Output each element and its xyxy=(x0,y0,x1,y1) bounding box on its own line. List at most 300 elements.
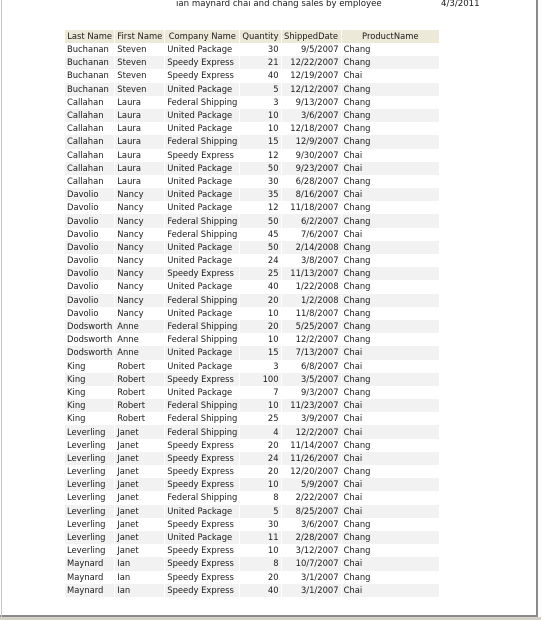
cell-company-name: United Package xyxy=(165,505,240,518)
cell-product-name: Chai xyxy=(341,584,439,597)
cell-quantity: 20 xyxy=(240,294,281,307)
cell-shipped-date: 12/18/2007 xyxy=(281,122,341,135)
cell-company-name: Federal Shipping xyxy=(165,214,240,227)
page-left-rule xyxy=(1,0,2,617)
cell-company-name: Federal Shipping xyxy=(165,228,240,241)
cell-last-name: Buchanan xyxy=(65,83,115,96)
cell-shipped-date: 12/9/2007 xyxy=(281,135,341,148)
cell-shipped-date: 3/6/2007 xyxy=(281,518,341,531)
cell-first-name: Nancy xyxy=(115,267,165,280)
cell-quantity: 3 xyxy=(240,360,281,373)
table-body xyxy=(65,43,439,597)
cell-quantity: 12 xyxy=(240,149,281,162)
cell-last-name: Callahan xyxy=(67,96,104,107)
table-row xyxy=(65,518,439,531)
table-row xyxy=(65,162,439,175)
cell-shipped-date: 12/20/2007 xyxy=(281,465,341,478)
cell-shipped-date: 11/23/2007 xyxy=(281,399,341,412)
cell-shipped-date: 2/28/2007 xyxy=(281,531,341,544)
cell-product-name: Chang xyxy=(341,43,439,56)
cell-product-name: Chai xyxy=(341,360,439,373)
cell-quantity: 8 xyxy=(240,557,281,570)
cell-company-name: Speedy Express xyxy=(165,267,240,280)
table-row xyxy=(65,557,439,570)
cell-first-name: Steven xyxy=(115,56,165,69)
cell-first-name: Laura xyxy=(115,96,165,109)
cell-company-name: Federal Shipping xyxy=(165,412,240,425)
cell-last-name: Davolio xyxy=(65,188,115,201)
cell-shipped-date: 11/13/2007 xyxy=(281,267,341,280)
table-row xyxy=(65,43,439,56)
cell-company-name: Federal Shipping xyxy=(165,425,240,438)
cell-product-name: Chang xyxy=(341,175,439,188)
header-product-name: ProductName xyxy=(341,30,439,43)
cell-last-name: King xyxy=(67,360,86,371)
cell-company-name: United Package xyxy=(165,175,240,188)
cell-company-name: Federal Shipping xyxy=(165,320,240,333)
cell-product-name: Chang xyxy=(341,122,439,135)
cell-product-name: Chang xyxy=(341,320,439,333)
report-title: ian maynard chai and chang sales by employee xyxy=(176,0,382,9)
cell-company-name: United Package xyxy=(165,531,240,544)
cell-company-name: Federal Shipping xyxy=(165,294,240,307)
cell-product-name: Chang xyxy=(341,333,439,346)
cell-product-name: Chang xyxy=(341,135,439,148)
cell-company-name: United Package xyxy=(165,241,240,254)
cell-shipped-date: 5/25/2007 xyxy=(281,320,341,333)
cell-company-name: Speedy Express xyxy=(165,69,240,82)
cell-last-name: Buchanan xyxy=(67,70,109,81)
cell-shipped-date: 11/8/2007 xyxy=(281,307,341,320)
table-row xyxy=(65,122,439,135)
table-row xyxy=(65,584,439,597)
cell-shipped-date: 2/22/2007 xyxy=(281,491,341,504)
cell-company-name: Federal Shipping xyxy=(165,135,240,148)
cell-company-name: Speedy Express xyxy=(165,149,240,162)
cell-shipped-date: 9/5/2007 xyxy=(281,43,341,56)
table-row xyxy=(65,571,439,584)
cell-last-name: Maynard xyxy=(67,571,104,582)
cell-last-name: Leverling xyxy=(67,518,106,529)
cell-product-name: Chang xyxy=(341,439,439,452)
cell-last-name: Callahan xyxy=(65,109,115,122)
cell-product-name: Chai xyxy=(341,478,439,491)
cell-quantity: 7 xyxy=(240,386,281,399)
table-row xyxy=(65,201,439,214)
cell-shipped-date: 8/16/2007 xyxy=(281,188,341,201)
cell-last-name: Callahan xyxy=(65,135,115,148)
cell-last-name: Dodsworth xyxy=(67,334,113,345)
cell-first-name: Robert xyxy=(115,386,165,399)
cell-last-name: King xyxy=(65,373,115,386)
table-row xyxy=(65,386,439,399)
cell-last-name: Leverling xyxy=(65,531,115,544)
header-first-name: First Name xyxy=(115,30,165,43)
cell-quantity: 10 xyxy=(240,333,281,346)
table-row xyxy=(65,83,439,96)
cell-last-name: Leverling xyxy=(67,492,106,503)
cell-first-name: Janet xyxy=(115,544,165,557)
cell-company-name: United Package xyxy=(165,43,240,56)
cell-shipped-date: 12/2/2007 xyxy=(281,333,341,346)
cell-quantity: 10 xyxy=(240,307,281,320)
cell-first-name: Nancy xyxy=(115,294,165,307)
cell-first-name: Laura xyxy=(115,149,165,162)
cell-first-name: Anne xyxy=(115,333,165,346)
cell-quantity: 5 xyxy=(240,505,281,518)
cell-last-name: Callahan xyxy=(67,123,104,134)
report-date: 4/3/2011 xyxy=(441,0,480,9)
cell-first-name: Steven xyxy=(115,43,165,56)
cell-first-name: Janet xyxy=(115,425,165,438)
table-row xyxy=(65,544,439,557)
cell-shipped-date: 3/9/2007 xyxy=(281,412,341,425)
cell-quantity: 11 xyxy=(240,531,281,544)
cell-last-name: Callahan xyxy=(65,162,115,175)
cell-first-name: Janet xyxy=(115,478,165,491)
cell-product-name: Chang xyxy=(341,267,439,280)
cell-company-name: United Package xyxy=(165,201,240,214)
header-company-name: Company Name xyxy=(165,30,240,43)
cell-last-name: Davolio xyxy=(67,307,99,318)
cell-shipped-date: 6/2/2007 xyxy=(281,214,341,227)
cell-last-name: King xyxy=(65,399,115,412)
table-row xyxy=(65,360,439,373)
cell-quantity: 35 xyxy=(240,188,281,201)
cell-first-name: Janet xyxy=(115,518,165,531)
cell-product-name: Chang xyxy=(341,109,439,122)
cell-last-name: Davolio xyxy=(67,228,99,239)
cell-product-name: Chai xyxy=(341,228,439,241)
cell-quantity: 50 xyxy=(240,241,281,254)
cell-first-name: Janet xyxy=(115,465,165,478)
cell-shipped-date: 3/1/2007 xyxy=(281,584,341,597)
cell-product-name: Chang xyxy=(341,96,439,109)
cell-product-name: Chai xyxy=(341,149,439,162)
cell-company-name: Speedy Express xyxy=(165,571,240,584)
cell-product-name: Chang xyxy=(341,571,439,584)
cell-quantity: 12 xyxy=(240,201,281,214)
cell-last-name: Leverling xyxy=(67,545,106,556)
cell-product-name: Chang xyxy=(341,214,439,227)
cell-quantity: 5 xyxy=(240,83,281,96)
cell-first-name: Nancy xyxy=(115,188,165,201)
cell-first-name: Ian xyxy=(115,584,165,597)
cell-quantity: 30 xyxy=(240,518,281,531)
cell-quantity: 45 xyxy=(240,228,281,241)
cell-quantity: 8 xyxy=(240,491,281,504)
cell-first-name: Laura xyxy=(115,175,165,188)
table-row xyxy=(65,294,439,307)
cell-quantity: 21 xyxy=(240,56,281,69)
cell-quantity: 25 xyxy=(240,267,281,280)
cell-quantity: 10 xyxy=(240,478,281,491)
cell-quantity: 25 xyxy=(240,412,281,425)
table-row xyxy=(65,254,439,267)
cell-last-name: Leverling xyxy=(67,439,106,450)
cell-quantity: 4 xyxy=(240,425,281,438)
cell-shipped-date: 11/14/2007 xyxy=(281,439,341,452)
cell-first-name: Janet xyxy=(115,491,165,504)
cell-quantity: 30 xyxy=(240,175,281,188)
cell-first-name: Laura xyxy=(115,135,165,148)
cell-first-name: Janet xyxy=(115,505,165,518)
cell-last-name: King xyxy=(67,386,86,397)
cell-shipped-date: 3/8/2007 xyxy=(281,254,341,267)
cell-quantity: 10 xyxy=(240,399,281,412)
cell-shipped-date: 12/22/2007 xyxy=(281,56,341,69)
table-row xyxy=(65,214,439,227)
cell-last-name: Leverling xyxy=(67,466,106,477)
cell-quantity: 3 xyxy=(240,96,281,109)
cell-product-name: Chai xyxy=(341,346,439,359)
table-row xyxy=(65,346,439,359)
cell-company-name: United Package xyxy=(165,109,240,122)
table-row xyxy=(65,333,439,346)
cell-first-name: Robert xyxy=(115,360,165,373)
table-row xyxy=(65,412,439,425)
cell-first-name: Laura xyxy=(115,109,165,122)
cell-last-name: Callahan xyxy=(67,149,104,160)
cell-company-name: Speedy Express xyxy=(165,544,240,557)
table-row xyxy=(65,69,439,82)
cell-product-name: Chang xyxy=(341,373,439,386)
cell-last-name: Buchanan xyxy=(65,56,115,69)
cell-shipped-date: 5/9/2007 xyxy=(281,478,341,491)
cell-last-name: Davolio xyxy=(65,214,115,227)
cell-quantity: 40 xyxy=(240,584,281,597)
table-row xyxy=(65,307,439,320)
cell-company-name: Speedy Express xyxy=(165,557,240,570)
cell-product-name: Chang xyxy=(341,386,439,399)
table-row xyxy=(65,320,439,333)
table-row xyxy=(65,109,439,122)
cell-quantity: 24 xyxy=(240,452,281,465)
table-row xyxy=(65,96,439,109)
table-row xyxy=(65,478,439,491)
cell-shipped-date: 6/8/2007 xyxy=(281,360,341,373)
cell-last-name: Leverling xyxy=(65,425,115,438)
cell-first-name: Steven xyxy=(115,83,165,96)
table-row xyxy=(65,399,439,412)
cell-shipped-date: 10/7/2007 xyxy=(281,557,341,570)
sales-table xyxy=(65,30,439,597)
cell-company-name: Speedy Express xyxy=(165,478,240,491)
cell-quantity: 20 xyxy=(240,320,281,333)
cell-product-name: Chai xyxy=(341,491,439,504)
cell-company-name: United Package xyxy=(165,307,240,320)
cell-product-name: Chang xyxy=(341,518,439,531)
cell-product-name: Chai xyxy=(341,452,439,465)
cell-first-name: Robert xyxy=(115,399,165,412)
cell-first-name: Nancy xyxy=(115,307,165,320)
cell-first-name: Nancy xyxy=(115,280,165,293)
cell-product-name: Chai xyxy=(341,188,439,201)
cell-company-name: United Package xyxy=(165,280,240,293)
cell-first-name: Nancy xyxy=(115,214,165,227)
cell-shipped-date: 12/2/2007 xyxy=(281,425,341,438)
cell-product-name: Chai xyxy=(341,162,439,175)
cell-last-name: Maynard xyxy=(65,557,115,570)
cell-shipped-date: 1/2/2008 xyxy=(281,294,341,307)
header-quantity: Quantity xyxy=(240,30,281,43)
cell-product-name: Chang xyxy=(341,531,439,544)
cell-quantity: 30 xyxy=(240,43,281,56)
cell-company-name: Federal Shipping xyxy=(165,96,240,109)
table-row xyxy=(65,465,439,478)
cell-product-name: Chang xyxy=(341,201,439,214)
table-row xyxy=(65,373,439,386)
cell-shipped-date: 11/18/2007 xyxy=(281,201,341,214)
cell-shipped-date: 3/1/2007 xyxy=(281,571,341,584)
header-last-name: Last Name xyxy=(65,30,115,43)
cell-first-name: Anne xyxy=(115,320,165,333)
cell-product-name: Chai xyxy=(341,399,439,412)
cell-company-name: United Package xyxy=(165,360,240,373)
cell-product-name: Chang xyxy=(341,294,439,307)
cell-first-name: Nancy xyxy=(115,254,165,267)
cell-shipped-date: 3/12/2007 xyxy=(281,544,341,557)
cell-first-name: Ian xyxy=(115,571,165,584)
cell-product-name: Chai xyxy=(341,425,439,438)
cell-product-name: Chai xyxy=(341,412,439,425)
cell-last-name: Davolio xyxy=(67,281,99,292)
cell-quantity: 20 xyxy=(240,439,281,452)
cell-company-name: United Package xyxy=(165,162,240,175)
cell-quantity: 50 xyxy=(240,162,281,175)
table-row xyxy=(65,188,439,201)
table-row xyxy=(65,531,439,544)
table-row xyxy=(65,175,439,188)
cell-quantity: 40 xyxy=(240,69,281,82)
table-row xyxy=(65,241,439,254)
cell-first-name: Nancy xyxy=(115,201,165,214)
cell-product-name: Chai xyxy=(341,505,439,518)
cell-product-name: Chang xyxy=(341,254,439,267)
cell-product-name: Chang xyxy=(341,241,439,254)
cell-last-name: Dodsworth xyxy=(65,346,115,359)
cell-product-name: Chai xyxy=(341,69,439,82)
cell-last-name: Leverling xyxy=(65,452,115,465)
cell-company-name: Federal Shipping xyxy=(165,399,240,412)
cell-company-name: Speedy Express xyxy=(165,373,240,386)
cell-product-name: Chang xyxy=(341,307,439,320)
cell-company-name: United Package xyxy=(165,83,240,96)
cell-shipped-date: 7/6/2007 xyxy=(281,228,341,241)
cell-shipped-date: 9/30/2007 xyxy=(281,149,341,162)
cell-shipped-date: 1/22/2008 xyxy=(281,280,341,293)
cell-last-name: Leverling xyxy=(65,505,115,518)
cell-shipped-date: 8/25/2007 xyxy=(281,505,341,518)
cell-quantity: 24 xyxy=(240,254,281,267)
cell-quantity: 15 xyxy=(240,346,281,359)
cell-company-name: United Package xyxy=(165,346,240,359)
cell-quantity: 40 xyxy=(240,280,281,293)
cell-company-name: Federal Shipping xyxy=(165,491,240,504)
cell-company-name: United Package xyxy=(165,188,240,201)
cell-company-name: Speedy Express xyxy=(165,439,240,452)
cell-quantity: 20 xyxy=(240,465,281,478)
cell-shipped-date: 3/5/2007 xyxy=(281,373,341,386)
cell-product-name: Chang xyxy=(341,83,439,96)
cell-first-name: Laura xyxy=(115,122,165,135)
cell-shipped-date: 9/13/2007 xyxy=(281,96,341,109)
cell-company-name: United Package xyxy=(165,254,240,267)
cell-first-name: Janet xyxy=(115,531,165,544)
cell-last-name: Davolio xyxy=(67,202,99,213)
cell-shipped-date: 7/13/2007 xyxy=(281,346,341,359)
cell-shipped-date: 12/12/2007 xyxy=(281,83,341,96)
cell-company-name: Speedy Express xyxy=(165,465,240,478)
cell-quantity: 10 xyxy=(240,544,281,557)
cell-last-name: Davolio xyxy=(65,294,115,307)
cell-last-name: Leverling xyxy=(65,478,115,491)
cell-quantity: 10 xyxy=(240,122,281,135)
table-row xyxy=(65,491,439,504)
cell-shipped-date: 12/19/2007 xyxy=(281,69,341,82)
cell-product-name: Chang xyxy=(341,544,439,557)
table-header-row xyxy=(65,30,439,43)
cell-company-name: Speedy Express xyxy=(165,584,240,597)
table-row xyxy=(65,267,439,280)
cell-product-name: Chang xyxy=(341,280,439,293)
cell-first-name: Janet xyxy=(115,439,165,452)
cell-last-name: Davolio xyxy=(65,241,115,254)
cell-last-name: Dodsworth xyxy=(65,320,115,333)
cell-company-name: United Package xyxy=(165,386,240,399)
table-row xyxy=(65,452,439,465)
cell-quantity: 20 xyxy=(240,571,281,584)
cell-shipped-date: 2/14/2008 xyxy=(281,241,341,254)
cell-company-name: Speedy Express xyxy=(165,452,240,465)
cell-shipped-date: 9/23/2007 xyxy=(281,162,341,175)
table-row xyxy=(65,135,439,148)
cell-company-name: Speedy Express xyxy=(165,518,240,531)
cell-shipped-date: 9/3/2007 xyxy=(281,386,341,399)
cell-last-name: Davolio xyxy=(67,255,99,266)
cell-quantity: 100 xyxy=(240,373,281,386)
cell-company-name: United Package xyxy=(165,122,240,135)
cell-company-name: Speedy Express xyxy=(165,56,240,69)
cell-last-name: Callahan xyxy=(67,175,104,186)
cell-first-name: Nancy xyxy=(115,228,165,241)
table-row xyxy=(65,149,439,162)
table-row xyxy=(65,228,439,241)
cell-last-name: Buchanan xyxy=(67,44,109,55)
cell-quantity: 50 xyxy=(240,214,281,227)
cell-shipped-date: 6/28/2007 xyxy=(281,175,341,188)
cell-first-name: Nancy xyxy=(115,241,165,254)
cell-first-name: Robert xyxy=(115,373,165,386)
cell-first-name: Steven xyxy=(115,69,165,82)
table-row xyxy=(65,505,439,518)
table-row xyxy=(65,439,439,452)
cell-last-name: King xyxy=(67,413,86,424)
cell-quantity: 10 xyxy=(240,109,281,122)
table-row xyxy=(65,425,439,438)
cell-first-name: Robert xyxy=(115,412,165,425)
cell-product-name: Chang xyxy=(341,465,439,478)
cell-last-name: Davolio xyxy=(65,267,115,280)
cell-first-name: Janet xyxy=(115,452,165,465)
cell-product-name: Chang xyxy=(341,56,439,69)
header-shipped-date: ShippedDate xyxy=(281,30,341,43)
cell-first-name: Anne xyxy=(115,346,165,359)
cell-first-name: Laura xyxy=(115,162,165,175)
cell-product-name: Chai xyxy=(341,557,439,570)
cell-last-name: Maynard xyxy=(65,584,115,597)
cell-first-name: Ian xyxy=(115,557,165,570)
